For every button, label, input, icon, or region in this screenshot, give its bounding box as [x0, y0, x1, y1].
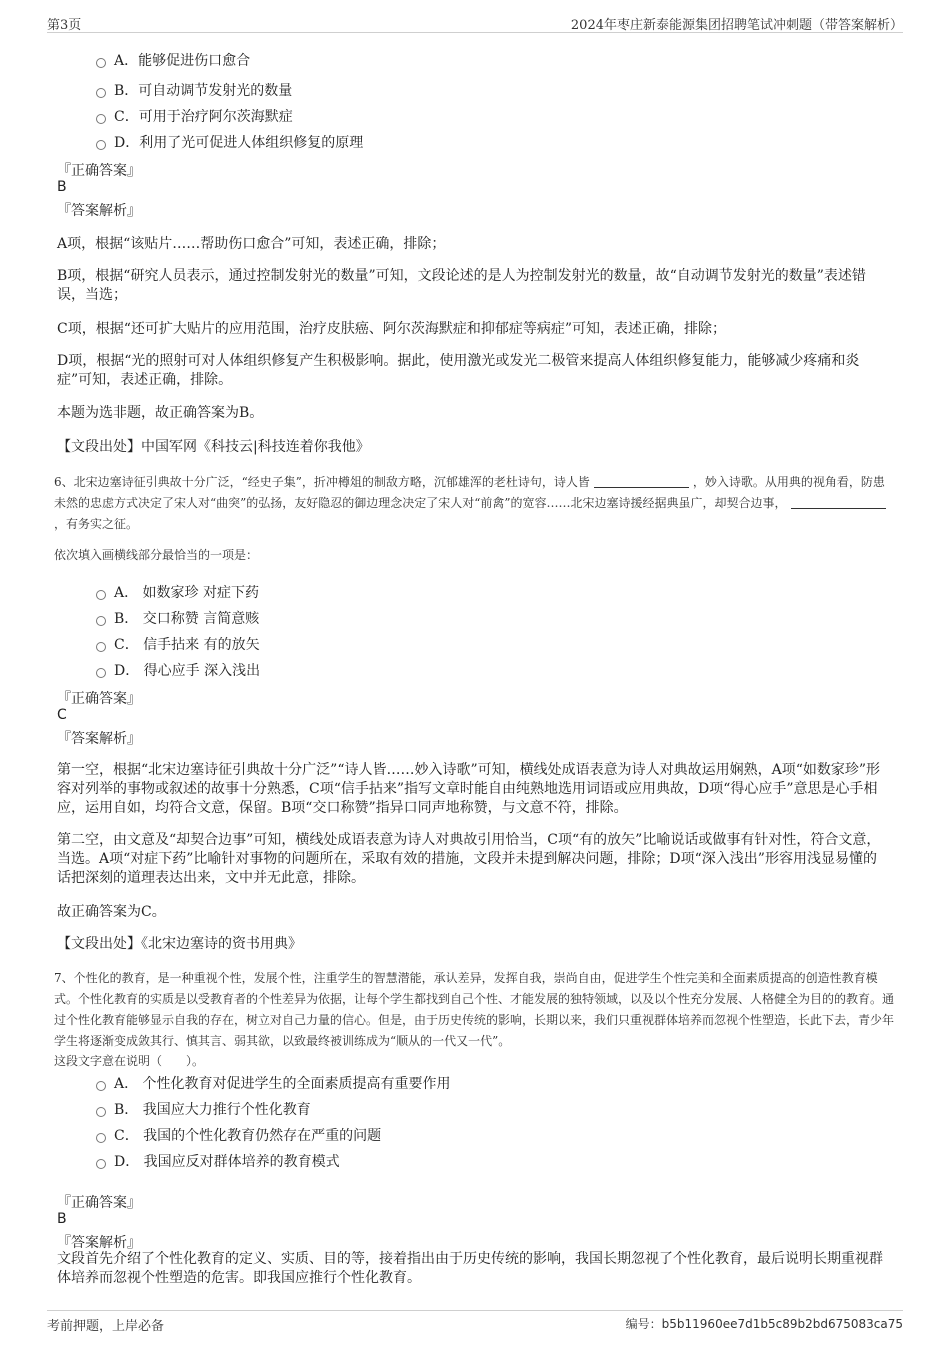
- radio-icon[interactable]: [96, 642, 106, 652]
- document-title: 2024年枣庄新泰能源集团招聘笔试冲刺题（带答案解析）: [570, 18, 903, 33]
- q5-option-d[interactable]: D．利用了光可促进人体组织修复的原理: [96, 132, 363, 152]
- q6-question-text: 6、北宋边塞诗征引典故十分广泛，“经史子集”，折冲樽俎的制敌方略，沉郁雄浑的老杜诗句，诗人皆 ，妙入诗歌。从用典的视角看，防患未然的忠虑方式决定了宋人对“曲突”的弘扬，友好隐忍的御边理念决定了宋人对“前禽”的宽容……北宋边塞诗援经据典虽广，却契合边事，，有务实之征。: [54, 475, 885, 531]
- q5-answer: B: [57, 179, 67, 195]
- q7-analysis-label: 『答案解析』: [57, 1235, 141, 1251]
- q6-answer: C: [57, 707, 67, 723]
- q7-analysis: 文段首先介绍了个性化教育的定义、实质、目的等，接着指出由于历史传统的影响，我国长期忽视了个性化教育，最后说明长期重视群体培养而忽视个性塑造的危害。即我国应推行个性化教育。: [57, 1251, 883, 1286]
- q6-analysis-second-blank: 第二空，由文意及“却契合边事”可知，横线处成语表意为诗人对典故引用恰当，C项“有的放矢”比喻说话或做事有针对性，符合文意，当选。A项“对症下药”比喻针对事物的问题所在，采取有效的措施，文段并未提到解决问题，排除；D项“深入浅出”形容用浅显易懂的话把深刻的道理表达出来，文中并无此意，排除。: [57, 832, 881, 886]
- q6-option-d[interactable]: D． 得心应手 深入浅出: [96, 660, 260, 680]
- q6-analysis-first-blank: 第一空，根据“北宋边塞诗征引典故十分广泛”“诗人皆……妙入诗歌”可知，横线处成语表意为诗人对典故运用娴熟，A项“如数家珍”形容对列举的事物或叙述的故事十分熟悉，C项“信手拈来”指写文章时能自由纯熟地选用词语或应用典故，D项“得心应手”意思是心手相应，运用自如，均符合文意，保留。B项“交口称赞”指异口同声地称赞，与文意不符，排除。: [57, 762, 881, 816]
- radio-icon[interactable]: [96, 140, 106, 150]
- q7-option-d[interactable]: D． 我国应反对群体培养的教育模式: [96, 1151, 340, 1171]
- radio-icon[interactable]: [96, 58, 106, 68]
- q6-prompt: 依次填入画横线部分最恰当的一项是：: [54, 548, 259, 562]
- fill-blank-2: [791, 496, 886, 509]
- q7-prompt: 这段文字意在说明（ ）。: [54, 1054, 205, 1068]
- q5-answer-label: 『正确答案』: [57, 163, 141, 179]
- q5-option-a[interactable]: A．能够促进伤口愈合: [96, 50, 250, 70]
- q6-conclusion: 故正确答案为C。: [57, 904, 166, 920]
- q7-option-b[interactable]: B． 我国应大力推行个性化教育: [96, 1099, 311, 1119]
- radio-icon[interactable]: [96, 616, 106, 626]
- page-footer: [47, 1310, 903, 1337]
- q6-option-b[interactable]: B． 交口称赞 言简意赅: [96, 608, 259, 628]
- q5-analysis-b: B项，根据“研究人员表示，通过控制发射光的数量”可知，文段论述的是人为控制发射光的数量，故“自动调节发射光的数量”表述错误，当选；: [57, 268, 866, 303]
- page-number: 第3页: [47, 18, 82, 33]
- page-header: [47, 12, 903, 33]
- q6-source: 【文段出处】《北宋边塞诗的资书用典》: [57, 936, 302, 952]
- radio-icon[interactable]: [96, 114, 106, 124]
- q6-option-a[interactable]: A． 如数家珍 对症下药: [96, 582, 259, 602]
- q6-analysis-label: 『答案解析』: [57, 731, 141, 747]
- document-id: 编号：b5b11960ee7d1b5c89b2bd675083ca75: [625, 1317, 903, 1331]
- radio-icon[interactable]: [96, 668, 106, 678]
- q5-analysis-c: C项，根据“还可扩大贴片的应用范围，治疗皮肤癌、阿尔茨海默症和抑郁症等病症”可知，表述正确，排除；: [57, 321, 727, 337]
- q7-answer: B: [57, 1211, 67, 1227]
- radio-icon[interactable]: [96, 1081, 106, 1091]
- q7-option-a[interactable]: A． 个性化教育对促进学生的全面素质提高有重要作用: [96, 1073, 451, 1093]
- radio-icon[interactable]: [96, 1133, 106, 1143]
- q5-conclusion: 本题为选非题，故正确答案为B。: [57, 405, 264, 421]
- q5-option-c[interactable]: C．可用于治疗阿尔茨海默症: [96, 106, 293, 126]
- fill-blank-1: [594, 475, 689, 488]
- q5-analysis-label: 『答案解析』: [57, 203, 141, 219]
- q5-analysis-d: D项，根据“光的照射可对人体组织修复产生积极影响。据此，使用激光或发光二极管来提高人体组织修复能力，能够减少疼痛和炎症”可知，表述正确，排除。: [57, 353, 860, 388]
- q7-question-text: 7、个性化的教育，是一种重视个性，发展个性，注重学生的智慧潜能，承认差异，发挥自我，崇尚自由，促进学生个性完美和全面素质提高的创造性教育模式。个性化教育的实质是以受教育者的个性差异为依据，让每个学生都找到自己个性、才能发展的独特领域，以及以个性充分发展、人格健全为目的的教育。通过个性化教育能够显示自我的存在，树立对自己力量的信心。但是，由于历史传统的影响，长期以来，我们只重视群体培养而忽视个性塑造，长此下去，青少年学生将逐渐变成敛其行、慎其言、弱其欲，以致最终被训练成为“顺从的一代又一代”。: [54, 971, 895, 1048]
- q6-answer-label: 『正确答案』: [57, 691, 141, 707]
- q6-option-c[interactable]: C． 信手拈来 有的放矢: [96, 634, 260, 654]
- radio-icon[interactable]: [96, 590, 106, 600]
- footer-slogan: 考前押题，上岸必备: [47, 1319, 165, 1334]
- q5-source: 【文段出处】中国军网《科技云|科技连着你我他》: [57, 439, 370, 455]
- radio-icon[interactable]: [96, 88, 106, 98]
- q5-analysis-a: A项，根据“该贴片……帮助伤口愈合”可知，表述正确，排除；: [57, 236, 446, 252]
- q5-option-b[interactable]: B．可自动调节发射光的数量: [96, 80, 292, 100]
- q7-answer-label: 『正确答案』: [57, 1195, 141, 1211]
- radio-icon[interactable]: [96, 1107, 106, 1117]
- q7-option-c[interactable]: C． 我国的个性化教育仍然存在严重的问题: [96, 1125, 381, 1145]
- radio-icon[interactable]: [96, 1159, 106, 1169]
